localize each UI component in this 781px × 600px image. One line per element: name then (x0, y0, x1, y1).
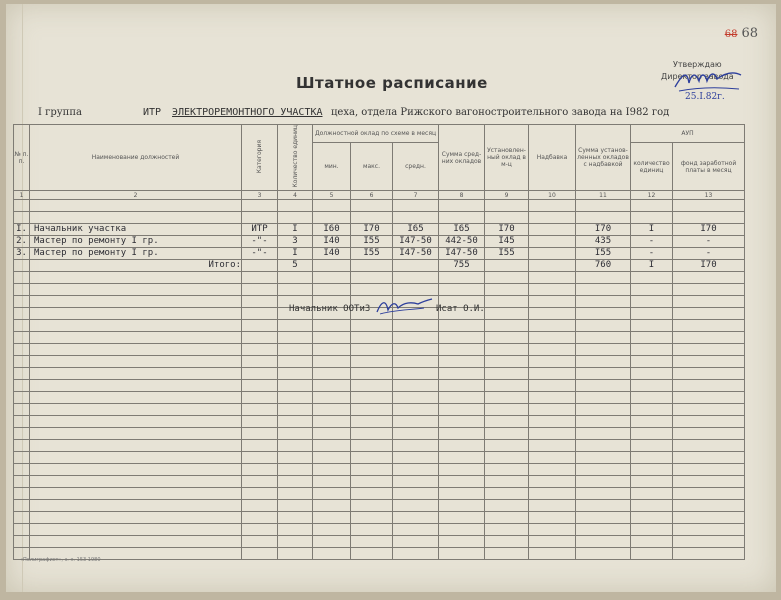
col-header-no: № п. п. (14, 125, 30, 191)
col-header-aup-fund: фонд заработной платы в месяц (673, 143, 745, 191)
table-row: I. Начальник участка ИТР I I60 I70 I65 I65 I70 I70 I I70 (14, 224, 745, 236)
blank-row (14, 548, 745, 560)
col-header-avg: средн. (393, 143, 439, 191)
blank-row (14, 380, 745, 392)
blank-row (14, 320, 745, 332)
hr-head-signature (374, 296, 434, 316)
group-label: I группа (38, 107, 82, 118)
column-number-row: 1 2 3 4 5 6 7 8 9 10 11 12 13 (14, 191, 745, 200)
col-header-bonus: Надбавка (529, 125, 576, 191)
blank-row (14, 476, 745, 488)
approval-date: 25.I.82г. (685, 92, 725, 102)
blank-row (14, 344, 745, 356)
document-sheet (6, 4, 776, 592)
col-header-max: макс. (351, 143, 393, 191)
approval-line2: Директор завода (661, 72, 734, 81)
blank-row (14, 428, 745, 440)
blank-row (14, 404, 745, 416)
table-row: 2. Мастер по ремонту I гр. -"- 3 I40 I55 I47-50 442-50 I45 435 - - (14, 236, 745, 248)
blank-row (14, 212, 745, 224)
approval-stamp (661, 59, 734, 102)
col-header-sum-set: Сумма установ- ленных окладов с надбавкой (576, 125, 631, 191)
blank-row (14, 332, 745, 344)
signature-name: Исат О.И. (436, 304, 485, 314)
blank-row (14, 488, 745, 500)
col-header-name: Наименование должностей (30, 125, 242, 191)
blank-row (14, 272, 745, 284)
blank-row (14, 536, 745, 548)
blank-row (14, 512, 745, 524)
approval-line1: Утверждаю (673, 60, 722, 69)
document-title: Штатное расписание (296, 74, 488, 92)
total-row: Итого: 5 755 760 I I70 (14, 260, 745, 272)
col-header-aup-count: количество единиц (631, 143, 673, 191)
blank-row (14, 416, 745, 428)
col-header-count: Количество единиц (278, 125, 313, 191)
unit-name: ЭЛЕКТРОРЕМОНТНОГО УЧАСТКА (172, 107, 323, 118)
table-row: 3. Мастер по ремонту I гр. -"- I I40 I55 I47-50 I47-50 I55 I55 - - (14, 248, 745, 260)
col-header-sum-avg: Сумма сред- них окладов (439, 125, 485, 191)
struck-page-number: 68 (724, 29, 738, 40)
staff-table (13, 124, 745, 560)
page-number: 68 68 (724, 26, 758, 41)
col-header-min: мин. (313, 143, 351, 191)
blank-row (14, 500, 745, 512)
blank-row (14, 452, 745, 464)
blank-row (14, 464, 745, 476)
col-header-set-salary: Установлен- ный оклад в м-ц (485, 125, 529, 191)
blank-row (14, 524, 745, 536)
blank-row (14, 200, 745, 212)
blank-row (14, 440, 745, 452)
category-label: ИТР (143, 107, 162, 118)
blank-row (14, 284, 745, 296)
signature-position: Начальник ООТиЗ (289, 304, 371, 314)
department-line: цеха, отдела Рижского вагоностроительного завода на I982 год (331, 107, 670, 118)
blank-row (14, 392, 745, 404)
print-footer: «Полиграфист», з. к. 153 1980 (20, 557, 101, 563)
col-header-salary: Должностной оклад по схеме в месяц (313, 125, 439, 143)
col-header-category: Категория (242, 125, 278, 191)
col-header-aup: АУП (631, 125, 745, 143)
blank-row (14, 356, 745, 368)
blank-row (14, 368, 745, 380)
